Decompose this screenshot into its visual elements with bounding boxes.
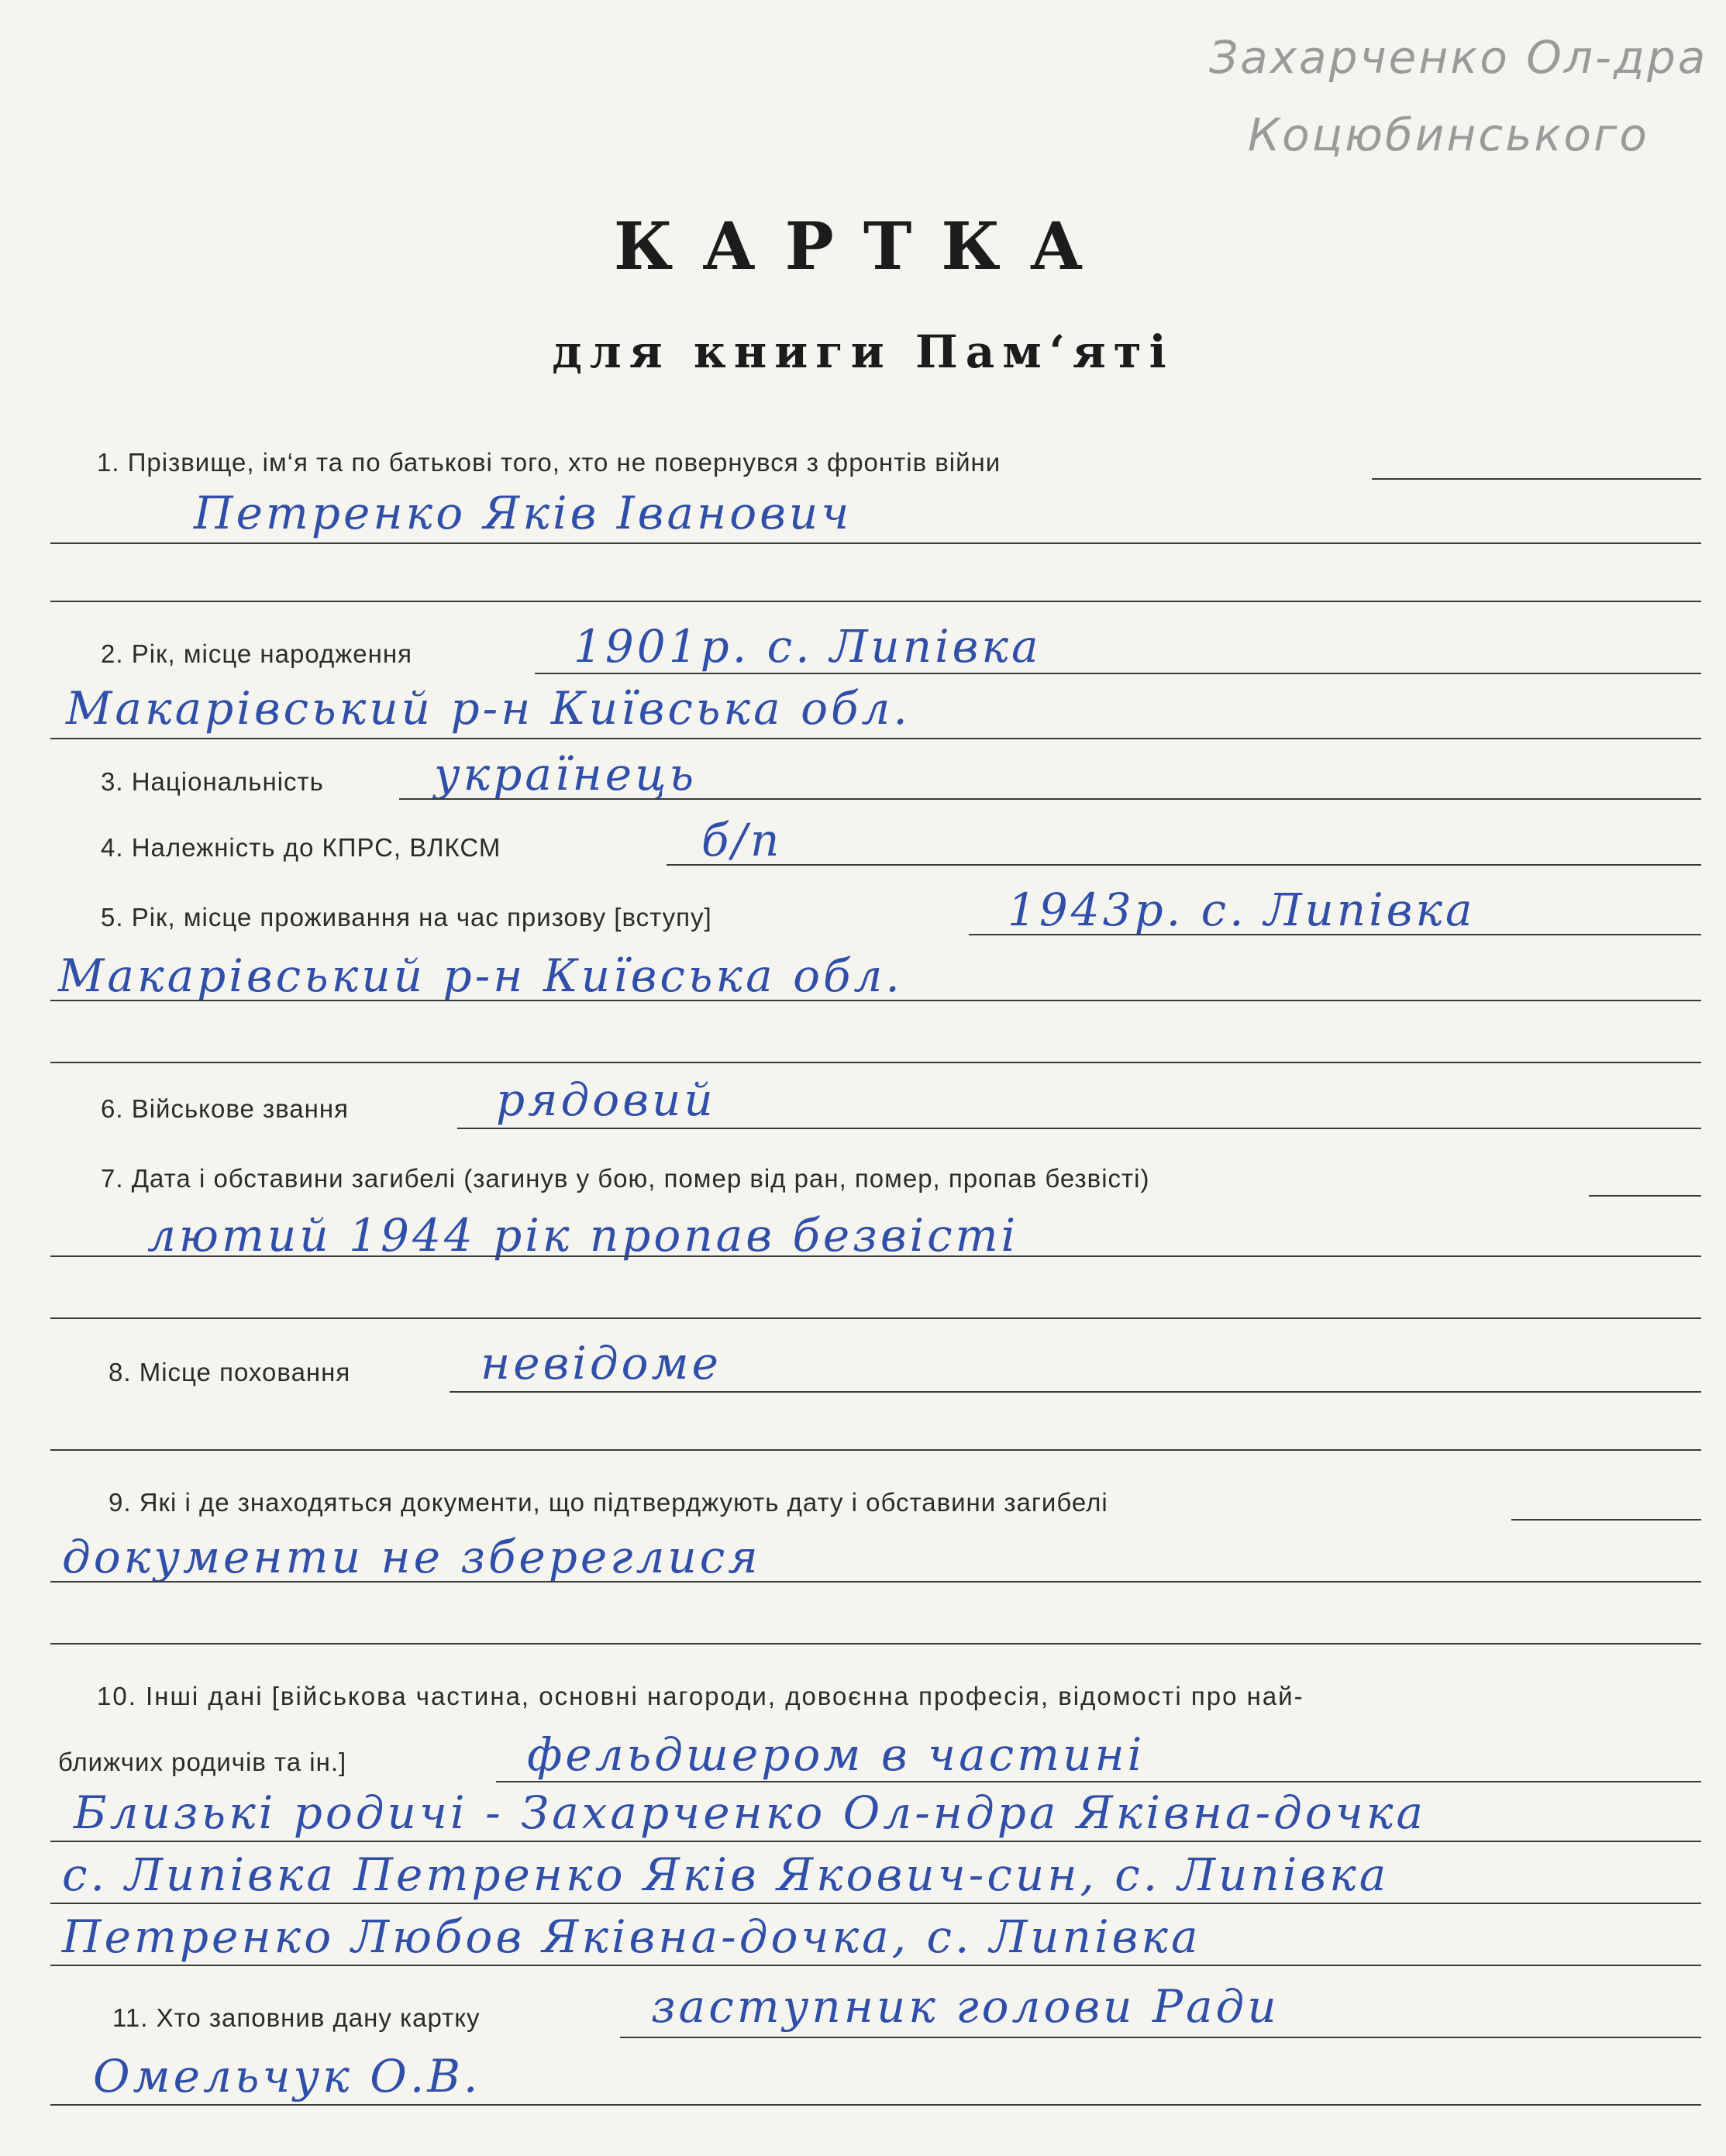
field-10-label-cont	[58, 1748, 346, 1777]
field-10-rule-1	[496, 1781, 1701, 1782]
field-3-rule	[399, 798, 1701, 800]
field-3-value: українець	[434, 748, 698, 801]
field-1-value: Петренко Яків Іванович	[194, 487, 853, 539]
field-10-rule-4	[50, 1965, 1701, 1966]
field-label: Дата і обставини загибелі (загинув у бою, помер від ран, помер, пропав безвісті)	[131, 1164, 1150, 1193]
field-7-value: лютий 1944 рік пропав безвісті	[147, 1209, 1019, 1262]
pencil-note-line-2: Коцюбинського	[1248, 108, 1649, 161]
field-5-rule-inline	[969, 934, 1701, 935]
field-7-rule-1	[50, 1255, 1701, 1257]
field-9-rule-1	[50, 1581, 1701, 1583]
card-title: КАРТКА	[613, 208, 1113, 284]
field-number: 3.	[101, 767, 124, 796]
card-subtitle: для книги Пам‘яті	[552, 325, 1174, 378]
field-9-rule-inline	[1511, 1519, 1701, 1521]
field-number: 2.	[101, 639, 124, 668]
field-10-value-line-4: Петренко Любов Яківна-дочка, с. Липівка	[62, 1910, 1201, 1963]
field-10-value-line-2: Близькі родичі - Захарченко Ол-ндра Яківна-дочка	[74, 1786, 1427, 1839]
field-5-rule-1	[50, 1000, 1701, 1001]
field-2-rule-1	[50, 738, 1701, 739]
field-1-rule-2	[50, 601, 1701, 602]
field-11-value-line-1: заступник голови Ради	[651, 1980, 1280, 2033]
field-label: Прізвище, ім‘я та по батькові того, хто не повернувся з фронтів війни	[127, 448, 1001, 477]
field-4-rule	[667, 864, 1701, 866]
field-2-rule-inline	[535, 673, 1701, 674]
field-number: 4.	[101, 833, 124, 862]
field-2-label	[101, 639, 412, 669]
field-10-value-line-3: с. Липівка Петренко Яків Якович-син, с. Липівка	[62, 1848, 1390, 1901]
field-10-rule-2	[50, 1841, 1701, 1842]
field-10-label	[97, 1682, 1304, 1711]
field-11-value-line-2: Омельчук О.В.	[93, 2050, 481, 2103]
field-11-rule-1	[50, 2104, 1701, 2106]
field-2-value-line-2: Макарівський р-н Київська обл.	[66, 682, 911, 735]
pencil-note-line-1: Захарченко Ол-дра	[1209, 31, 1708, 84]
field-7-rule-inline	[1589, 1195, 1701, 1197]
field-4-value: б/п	[701, 814, 783, 866]
field-2-value-line-1: 1901р. с. Липівка	[574, 620, 1042, 673]
field-8-value: невідоме	[481, 1337, 722, 1390]
field-6-rule	[457, 1128, 1701, 1129]
field-label: Інші дані [військова частина, основні нагороди, довоєнна професія, відомості про най-	[146, 1682, 1304, 1710]
field-label: Військове звання	[131, 1094, 349, 1123]
field-10-value-line-1: фельдшером в частині	[527, 1728, 1145, 1781]
field-label: Рік, місце народження	[131, 639, 412, 668]
field-6-value: рядовий	[496, 1073, 716, 1126]
field-5-rule-2	[50, 1062, 1701, 1063]
field-5-label	[101, 903, 712, 932]
field-3-label	[101, 767, 324, 797]
field-number: 7.	[101, 1164, 124, 1193]
field-9-value: документи не збереглися	[62, 1531, 761, 1583]
field-number: 8.	[109, 1358, 132, 1386]
field-7-label	[101, 1164, 1149, 1193]
field-number: 11.	[112, 2003, 149, 2032]
field-9-label	[109, 1488, 1108, 1517]
field-number: 5.	[101, 903, 124, 932]
field-1-label	[97, 448, 1001, 477]
field-5-value-line-2: Макарівський р-н Київська обл.	[58, 949, 903, 1002]
field-9-rule-2	[50, 1643, 1701, 1645]
field-8-label	[109, 1358, 350, 1387]
field-7-rule-2	[50, 1317, 1701, 1319]
field-6-label	[101, 1094, 349, 1124]
field-4-label	[101, 833, 501, 863]
field-label: Які і де знаходяться документи, що підтверджують дату і обставини загибелі	[139, 1488, 1108, 1517]
field-11-rule-inline	[620, 2037, 1701, 2038]
field-5-value-line-1: 1943р. с. Липівка	[1008, 883, 1476, 936]
field-8-rule-1	[50, 1449, 1701, 1451]
field-11-label	[112, 2003, 481, 2033]
field-10-rule-3	[50, 1903, 1701, 1904]
field-label: Місце поховання	[139, 1358, 351, 1386]
field-label: Хто заповнив дану картку	[156, 2003, 481, 2032]
field-number: 10.	[97, 1682, 137, 1710]
field-label: Належність до КПРС, ВЛКСМ	[131, 833, 501, 862]
field-1-rule-1	[50, 542, 1701, 544]
field-number: 6.	[101, 1094, 124, 1123]
field-1-rule-inline	[1372, 478, 1701, 480]
field-label: ближчих родичів та ін.]	[58, 1748, 347, 1776]
field-8-rule	[450, 1391, 1701, 1393]
field-number: 1.	[97, 448, 120, 477]
field-label: Рік, місце проживання на час призову [вступу]	[131, 903, 712, 932]
field-number: 9.	[109, 1488, 132, 1517]
field-label: Національність	[131, 767, 324, 796]
